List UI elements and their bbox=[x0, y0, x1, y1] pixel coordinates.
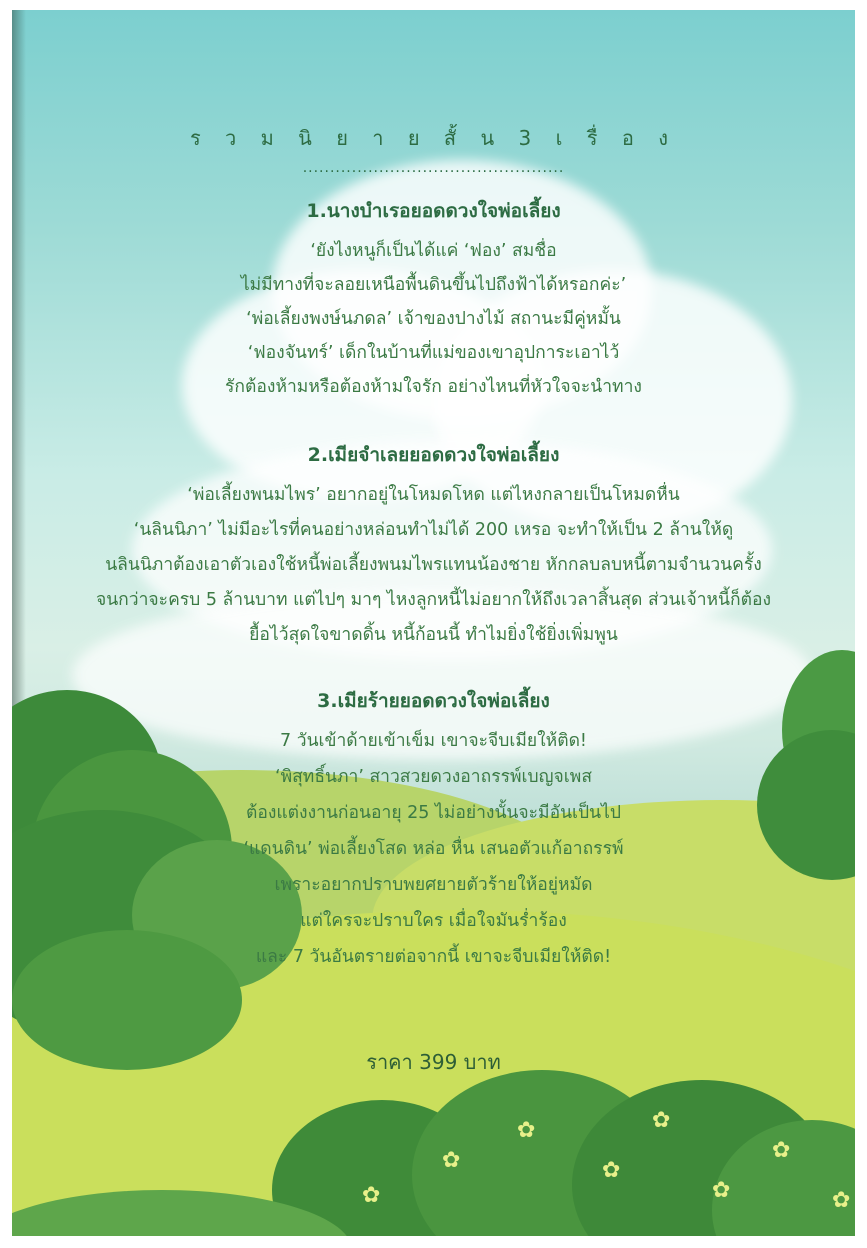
synopsis-line: ‘นลินนิภา’ ไม่มีอะไรที่คนอย่างหล่อนทำไม่ได้ 200 เหรอ จะทำให้เป็น 2 ล้านให้ดู bbox=[133, 520, 734, 540]
flower-icon: ✿ bbox=[362, 1183, 381, 1208]
flower-icon: ✿ bbox=[517, 1118, 536, 1143]
synopsis-line: และ 7 วันอันตรายต่อจากนี้ เขาจะจีบเมียให้ติด! bbox=[255, 947, 612, 967]
flower-icon: ✿ bbox=[832, 1188, 851, 1213]
synopsis-line: ไม่มีทางที่จะลอยเหนือพื้นดินขึ้นไปถึงฟ้าได้หรอกค่ะ’ bbox=[240, 275, 627, 295]
synopsis-line: ‘พิสุทธิ์นภา’ สาวสวยดวงอาถรรพ์เบญจเพส bbox=[275, 767, 592, 787]
collection-heading: ร ว ม นิ ย า ย สั้ น 3 เ รื่ อ ง bbox=[189, 126, 678, 150]
flower-icon: ✿ bbox=[652, 1108, 671, 1133]
story-title: 1.นางบำเรอยอดดวงใจพ่อเลี้ยง bbox=[306, 200, 561, 222]
synopsis-line: ต้องแต่งงานก่อนอายุ 25 ไม่อย่างนั้นจะมีอันเป็นไป bbox=[245, 803, 622, 823]
synopsis-line: ยื้อไว้สุดใจขาดดิ้น หนี้ก้อนนี้ ทำไมยิ่งใช้ยิ่งเพิ่มพูน bbox=[249, 625, 618, 645]
flower-icon: ✿ bbox=[712, 1178, 731, 1203]
synopsis-line: ‘ฟองจันทร์’ เด็กในบ้านที่แม่ของเขาอุปการะเอาไว้ bbox=[247, 343, 620, 363]
synopsis-line: ‘ยังไงหนูก็เป็นได้แค่ ‘ฟอง’ สมชื่อ bbox=[310, 241, 557, 261]
story-title: 3.เมียร้ายยอดดวงใจพ่อเลี้ยง bbox=[317, 690, 550, 712]
flower-icon: ✿ bbox=[442, 1148, 461, 1173]
price-label: ราคา 399 บาท bbox=[366, 1050, 501, 1074]
synopsis-line: 7 วันเข้าด้ายเข้าเข็ม เขาจะจีบเมียให้ติด! bbox=[280, 731, 587, 751]
synopsis-line: แต่ใครจะปราบใคร เมื่อใจมันร่ำร้อง bbox=[300, 911, 567, 931]
synopsis-line: รักต้องห้ามหรือต้องห้ามใจรัก อย่างไหนที่หัวใจจะนำทาง bbox=[225, 377, 642, 397]
synopsis-line: ‘พ่อเลี้ยงพงษ์นภดล’ เจ้าของปางไม้ สถานะมีคู่หมั้น bbox=[246, 309, 621, 329]
dotted-divider: ................................................ bbox=[302, 160, 565, 176]
synopsis-line: ‘แดนดิน’ พ่อเลี้ยงโสด หล่อ หื่น เสนอตัวแก้อาถรรพ์ bbox=[243, 839, 624, 859]
synopsis-line: นลินนิภาต้องเอาตัวเองใช้หนี้พ่อเลี้ยงพนมไพรแทนน้องชาย หักกลบลบหนี้ตามจำนวนครั้ง bbox=[105, 555, 762, 575]
story-title: 2.เมียจำเลยยอดดวงใจพ่อเลี้ยง bbox=[307, 444, 560, 466]
flower-icon: ✿ bbox=[602, 1158, 621, 1183]
synopsis-line: ‘พ่อเลี้ยงพนมไพร’ อยากอยู่ในโหมดโหด แต่ไหงกลายเป็นโหมดหื่น bbox=[187, 485, 680, 505]
flower-icon: ✿ bbox=[772, 1138, 791, 1163]
synopsis-line: จนกว่าจะครบ 5 ล้านบาท แต่ไปๆ มาๆ ไหงลูกหนี้ไม่อยากให้ถึงเวลาสิ้นสุด ส่วนเจ้าหนี้ก็ต้อง bbox=[95, 590, 772, 610]
synopsis-line: เพราะอยากปราบพยศยายตัวร้ายให้อยู่หมัด bbox=[274, 875, 593, 895]
